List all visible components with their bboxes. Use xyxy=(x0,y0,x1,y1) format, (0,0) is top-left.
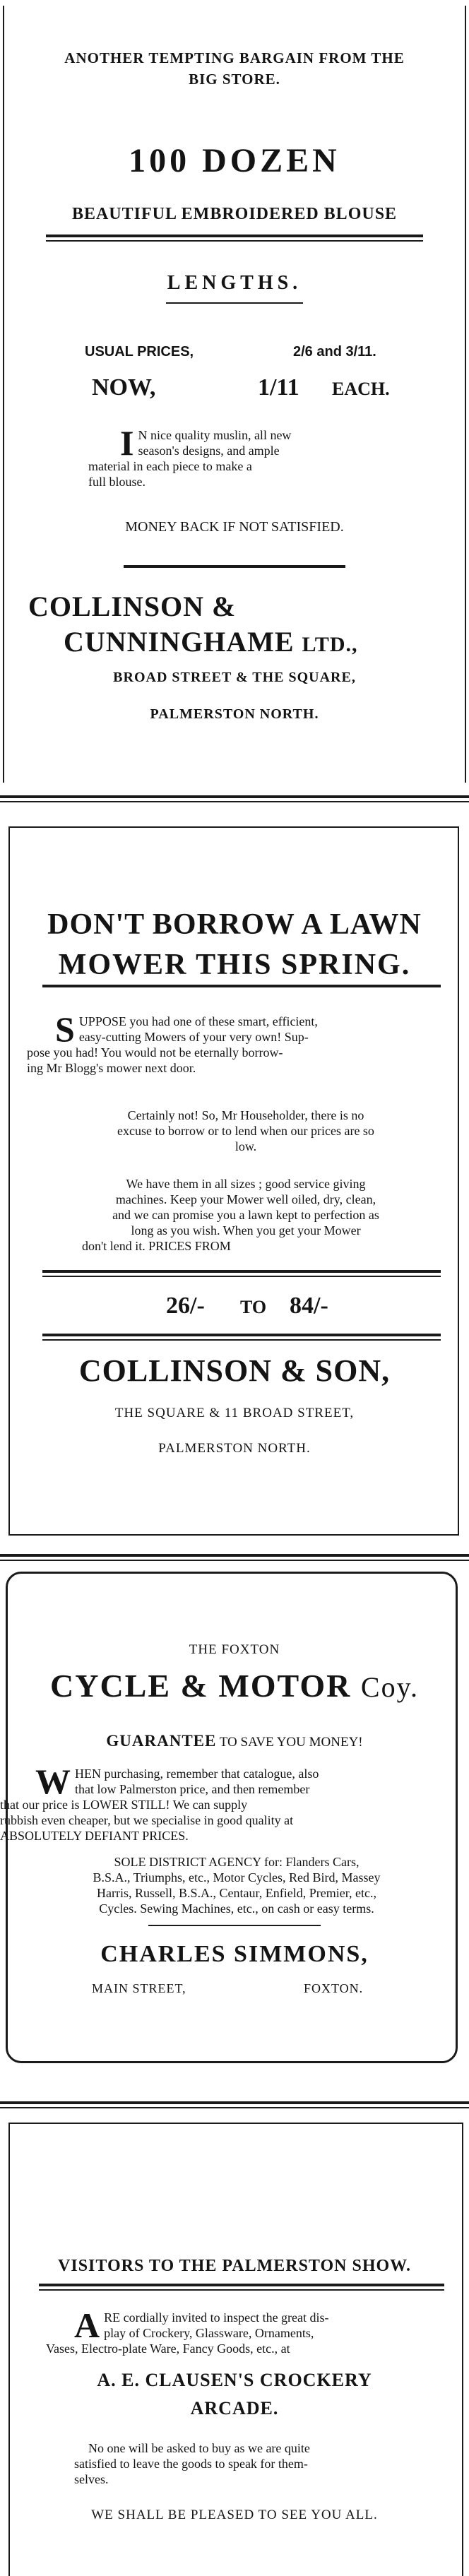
ad3-drop-cap: W xyxy=(35,1762,71,1801)
ad2-price-rule-top-thin xyxy=(42,1276,441,1277)
ad4-headline: VISITORS TO THE PALMERSTON SHOW. xyxy=(58,2257,411,2275)
ad2-body-line: long as you wish. When you get your Mower xyxy=(131,1223,361,1237)
ad3-paragraph-2 xyxy=(35,1854,438,1916)
ad1-usual-prices: 2/6 and 3/11. xyxy=(293,344,376,360)
ad1-usual-label: USUAL PRICES, xyxy=(85,344,194,360)
ad1-now-price: 1/11 xyxy=(258,374,299,400)
ad2-address: THE SQUARE & 11 BROAD STREET, xyxy=(114,1406,355,1420)
ad2-paragraph-2 xyxy=(55,1108,437,1154)
ad2-price-to: 84/- xyxy=(290,1293,328,1319)
ad3-headline-suffix: Coy. xyxy=(360,1671,419,1703)
ad2-body-line: easy-cutting Mowers of your very own! Sup- xyxy=(78,1030,309,1044)
ad3-body-line: SOLE DISTRICT AGENCY for: Flanders Cars, xyxy=(114,1855,360,1869)
ad1-body-line: season's designs, and ample xyxy=(138,444,280,458)
ad2-headline-rule xyxy=(42,985,441,987)
ad1-firm-line-2 xyxy=(64,625,357,658)
ad3-body-line: that low Palmerston price, and then remember xyxy=(75,1782,310,1796)
ad2-headline-1: DON'T BORROW A LAWN xyxy=(47,908,422,941)
ad2-body-line: Certainly not! So, Mr Householder, there is no xyxy=(127,1108,364,1122)
ad4-headline-rule-thin xyxy=(39,2289,444,2291)
ad1-money-back: MONEY BACK IF NOT SATISFIED. xyxy=(125,519,344,535)
ad1-description xyxy=(88,423,360,489)
ad3-body-line: HEN purchasing, remember that catalogue, also xyxy=(75,1767,319,1781)
ad4-drop-cap: A xyxy=(74,2305,100,2345)
ad-separator xyxy=(0,795,469,798)
ad4-firm-line-2: ARCADE. xyxy=(190,2398,279,2418)
ad2-body-line: don't lend it. PRICES FROM xyxy=(82,1239,231,1253)
ad1-lengths-rule xyxy=(166,302,303,304)
ad3-paragraph-1 xyxy=(0,1762,438,1844)
ad3-street: MAIN STREET, xyxy=(92,1981,186,1995)
ad2-body-line: UPPOSE you had one of these smart, efficient, xyxy=(78,1014,318,1028)
ad3-body-line: Cycles. Sewing Machines, etc., on cash or easy terms. xyxy=(99,1901,374,1916)
ad3-pre-title: THE FOXTON xyxy=(189,1642,280,1657)
ad2-price-rule-bottom-thin xyxy=(42,1339,441,1341)
ad3-body-line: Harris, Russell, B.S.A., Centaur, Enfield, Premier, etc., xyxy=(97,1886,376,1900)
ad-separator xyxy=(0,1554,469,1557)
ad2-body-line: excuse to borrow or to lend when our prices are so xyxy=(117,1124,374,1138)
ad2-town: PALMERSTON NORTH. xyxy=(158,1441,311,1456)
ad3-body-line: B.S.A., Triumphs, etc., Motor Cycles, Red Bird, Massey xyxy=(93,1870,381,1884)
left-column-rule xyxy=(3,6,4,783)
ad2-body-line: machines. Keep your Mower well oiled, dry, clean, xyxy=(115,1192,376,1206)
ad1-subhead-rule-thin xyxy=(46,240,423,242)
ad4-closing: WE SHALL BE PLEASED TO SEE YOU ALL. xyxy=(91,2507,378,2522)
ad4-body-line: satisfied to leave the goods to speak for them- xyxy=(74,2457,308,2471)
ad2-drop-cap: S xyxy=(55,1009,75,1049)
ad2-body-line: and we can promise you a lawn kept to perfection as xyxy=(112,1208,379,1222)
ad2-body-line: We have them in all sizes ; good service giving xyxy=(126,1177,366,1191)
ad4-body-line: RE cordially invited to inspect the great dis- xyxy=(104,2310,329,2325)
ad2-body-line: ing Mr Blogg's mower next door. xyxy=(27,1061,196,1075)
ad1-subhead-rule xyxy=(46,235,423,237)
ad2-price-to-word: TO xyxy=(240,1297,267,1317)
ad-separator-thin xyxy=(0,1560,469,1561)
ad1-firm-rule xyxy=(124,565,345,568)
ad1-subhead-2: LENGTHS. xyxy=(167,272,302,294)
ad3-body-line: ABSOLUTELY DEFIANT PRICES. xyxy=(0,1829,189,1843)
ad1-headline: 100 DOZEN xyxy=(129,142,340,179)
ad3-guarantee xyxy=(0,1732,469,1750)
ad-separator-thin xyxy=(0,2107,469,2108)
ad4-body-line: No one will be asked to buy as we are quite xyxy=(88,2441,310,2455)
ad2-price-rule-top xyxy=(42,1270,441,1273)
ad1-drop-cap: I xyxy=(120,423,134,463)
ad-lawn-mower xyxy=(0,812,469,1526)
ad4-headline-rule xyxy=(39,2284,444,2286)
ad3-headline xyxy=(0,1667,469,1704)
ad3-body-line: that our price is LOWER STILL! We can supply xyxy=(0,1798,248,1812)
ad-foxton-cycle xyxy=(0,1568,469,2098)
ad1-body-line: material in each piece to make a xyxy=(88,459,252,473)
ad3-body-line: rubbish even cheaper, but we specialise in good quality at xyxy=(0,1813,294,1827)
ad3-guarantee-word: GUARANTEE xyxy=(106,1732,217,1750)
ad2-firm: COLLINSON & SON, xyxy=(78,1353,391,1388)
ad1-firm-name: CUNNINGHAME xyxy=(64,626,295,658)
ad3-proprietor-rule xyxy=(148,1925,321,1926)
ad1-header: ANOTHER TEMPTING BARGAIN FROM THE xyxy=(64,49,405,66)
ad-crockery-arcade xyxy=(0,2115,469,2566)
ad1-body-line: N nice quality muslin, all new xyxy=(138,428,292,442)
ad-separator-thin xyxy=(0,801,469,802)
ad1-header-2: BIG STORE. xyxy=(189,71,280,88)
ad1-now-label: NOW, xyxy=(92,374,156,400)
ad2-paragraph-1 xyxy=(27,1009,437,1076)
ad1-town: PALMERSTON NORTH. xyxy=(150,706,319,722)
ad1-firm-suffix: LTD., xyxy=(302,633,358,656)
ad2-paragraph-3 xyxy=(55,1176,437,1254)
ad3-proprietor: CHARLES SIMMONS, xyxy=(100,1941,369,1967)
ad1-address: BROAD STREET & THE SQUARE, xyxy=(113,670,356,685)
ad-blouse-lengths xyxy=(0,0,469,784)
ad3-town: FOXTON. xyxy=(304,1981,364,1995)
right-column-rule xyxy=(465,6,466,783)
ad-separator xyxy=(0,2101,469,2104)
ad1-firm-line-1: COLLINSON & xyxy=(28,590,237,622)
ad4-body-line: Vases, Electro-plate Ware, Fancy Goods, etc., at xyxy=(46,2341,290,2356)
ad1-now-each: EACH. xyxy=(332,379,390,399)
ad4-paragraph-1 xyxy=(46,2305,406,2356)
ad3-guarantee-rest: TO SAVE YOU MONEY! xyxy=(219,1735,363,1750)
ad2-body-line: pose you had! You would not be eternally borrow- xyxy=(27,1045,283,1060)
ad1-body-line: full blouse. xyxy=(88,475,146,489)
ad3-headline-main: CYCLE & MOTOR xyxy=(50,1668,352,1704)
ad2-price-rule-bottom xyxy=(42,1334,441,1336)
ad4-body-line: selves. xyxy=(74,2472,109,2486)
ad4-body-line: play of Crockery, Glassware, Ornaments, xyxy=(104,2326,314,2340)
ad2-price-from: 26/- xyxy=(166,1293,205,1319)
ad1-subhead: BEAUTIFUL EMBROIDERED BLOUSE xyxy=(71,205,398,223)
ad4-paragraph-2 xyxy=(74,2440,406,2487)
ad2-body-line: low. xyxy=(234,1139,257,1153)
ad2-headline-2: MOWER THIS SPRING. xyxy=(58,949,411,981)
ad4-firm-line-1: A. E. CLAUSEN'S CROCKERY xyxy=(97,2370,372,2390)
